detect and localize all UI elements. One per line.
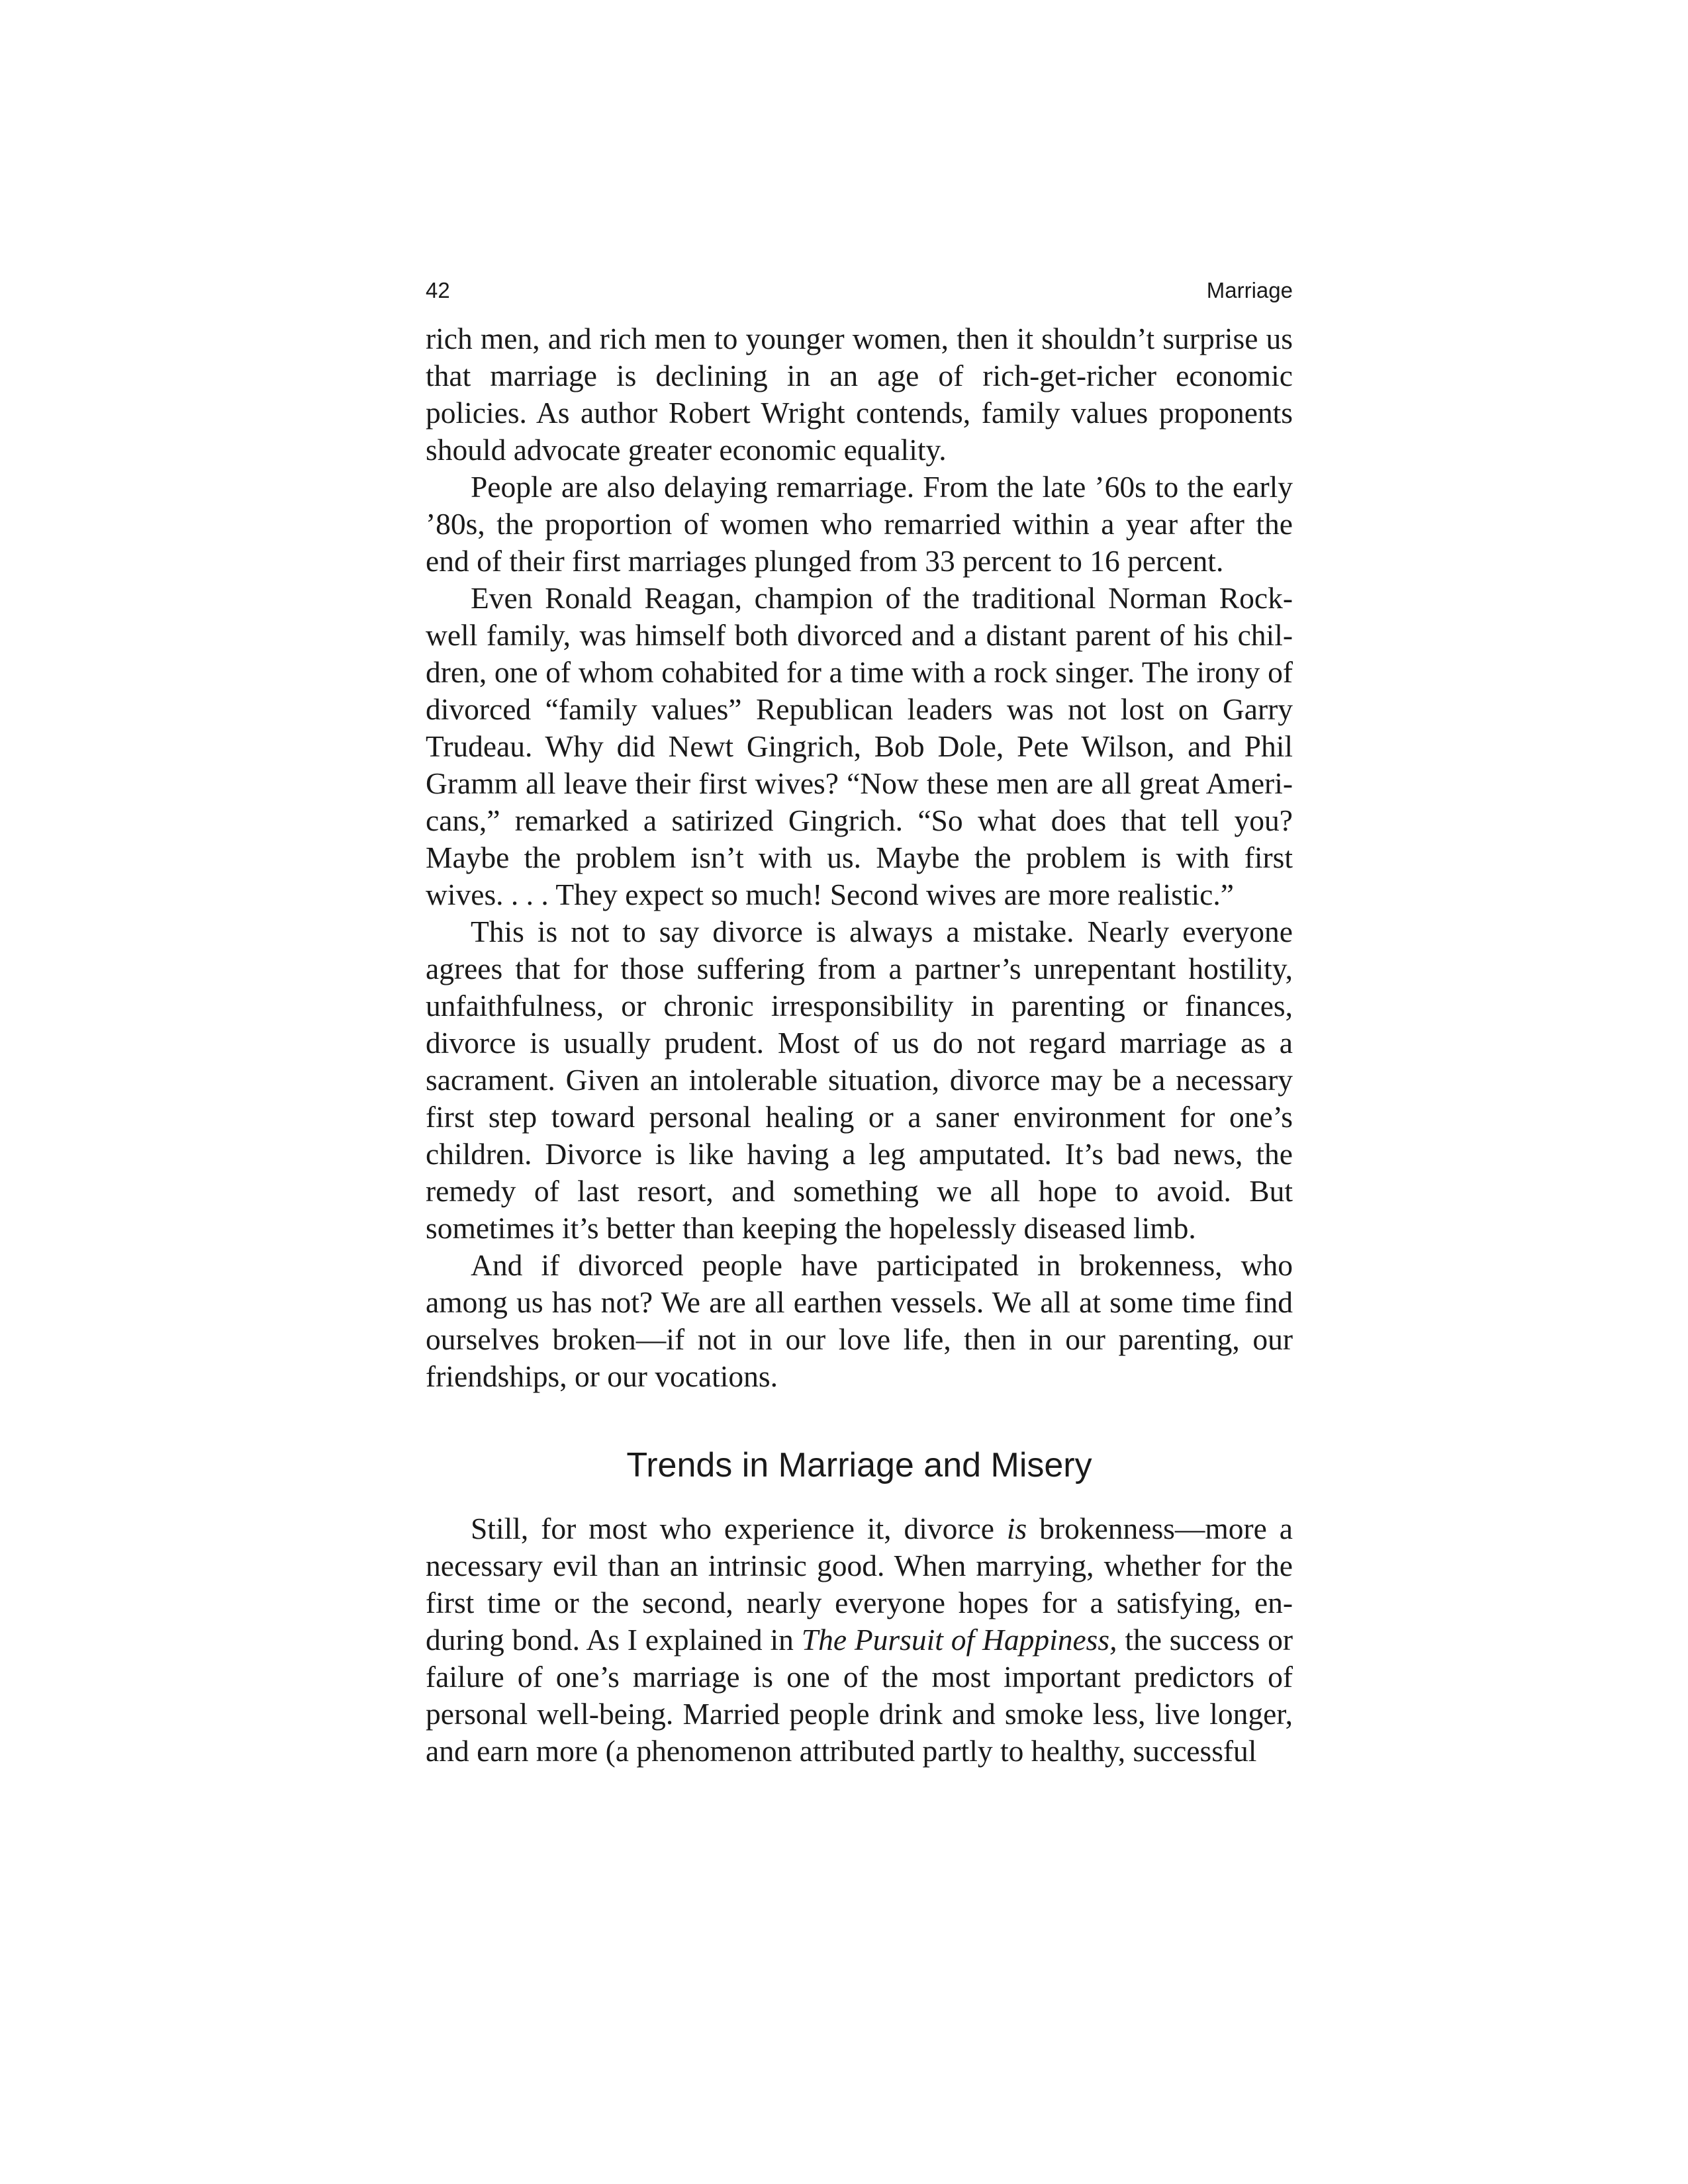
text-run: brokenness—more a necessary evil than an intrinsic good. When marrying, whether for the first time or the second, nearly everyone hopes for a satisfying, enduring bond. As I explained in xyxy=(426,1512,1293,1657)
running-head xyxy=(426,278,1293,318)
page-number: 42 xyxy=(426,278,450,302)
text-run: Still, for most who experience it, divorce xyxy=(471,1512,1007,1545)
paragraph xyxy=(426,1510,1293,1770)
emphasis: is xyxy=(1006,1512,1027,1545)
section-heading: Trends in Marriage and Misery xyxy=(626,1446,1092,1484)
running-title: Marriage xyxy=(1206,278,1293,302)
paragraph: rich men, and rich men to younger women, then it shouldn’t surprise us that marriage is declining in an age of rich-get-richer economic policies. As author Robert Wright contends, family values proponents should advocate greater economic equality. xyxy=(426,322,1293,467)
paragraph: People are also delaying remarriage. From the late ’60s to the early ’80s, the proportion of women who remarried within a year after the end of their first marriages plunged from 33 percent to 16 percent. xyxy=(426,470,1293,578)
paragraph: And if divorced people have participated in brokenness, who among us has not? We are all earthen vessels. We all at some time find ourselves broken—if not in our love life, then in our parenting, our friendships, or our vocations. xyxy=(426,1248,1293,1393)
body-text xyxy=(426,320,1293,1770)
book-page xyxy=(426,278,1293,1770)
paragraph: Even Ronald Reagan, champion of the traditional Norman Rockwell family, was himself both divorced and a distant parent of his children, one of whom cohabited for a time with a rock singer. The irony of divorced “family values” Republican leaders was not lost on Garry Trudeau. Why did Newt Gingrich, Bob Dole, Pete Wilson, and Phil Gramm all leave their first wives? “Now these men are all great Americans,” remarked a satirized Gingrich. “So what does that tell you? Maybe the problem isn’t with us. Maybe the problem is with first wives. . . . They expect so much! Second wives are more realistic.” xyxy=(426,581,1293,911)
book-title: The Pursuit of Happiness, xyxy=(801,1623,1117,1657)
paragraph: This is not to say divorce is always a mistake. Nearly everyone agrees that for those suffering from a partner’s unrepentant hostility, unfaithfulness, or chronic irresponsibility in parenting or finances, divorce is usually prudent. Most of us do not regard marriage as a sacrament. Given an intolerable situation, divorce may be a necessary first step toward personal healing or a saner environment for one’s children. Divorce is like having a leg amputated. It’s bad news, the remedy of last resort, and something we all hope to avoid. But sometimes it’s better than keeping the hopelessly diseased limb. xyxy=(426,915,1293,1245)
text-run: the success or failure of one’s marriage is one of the most important predictors of personal well-being. Married people drink and smoke less, live longer, and earn more (a phenomenon attributed partly to healthy, successful xyxy=(426,1623,1293,1768)
